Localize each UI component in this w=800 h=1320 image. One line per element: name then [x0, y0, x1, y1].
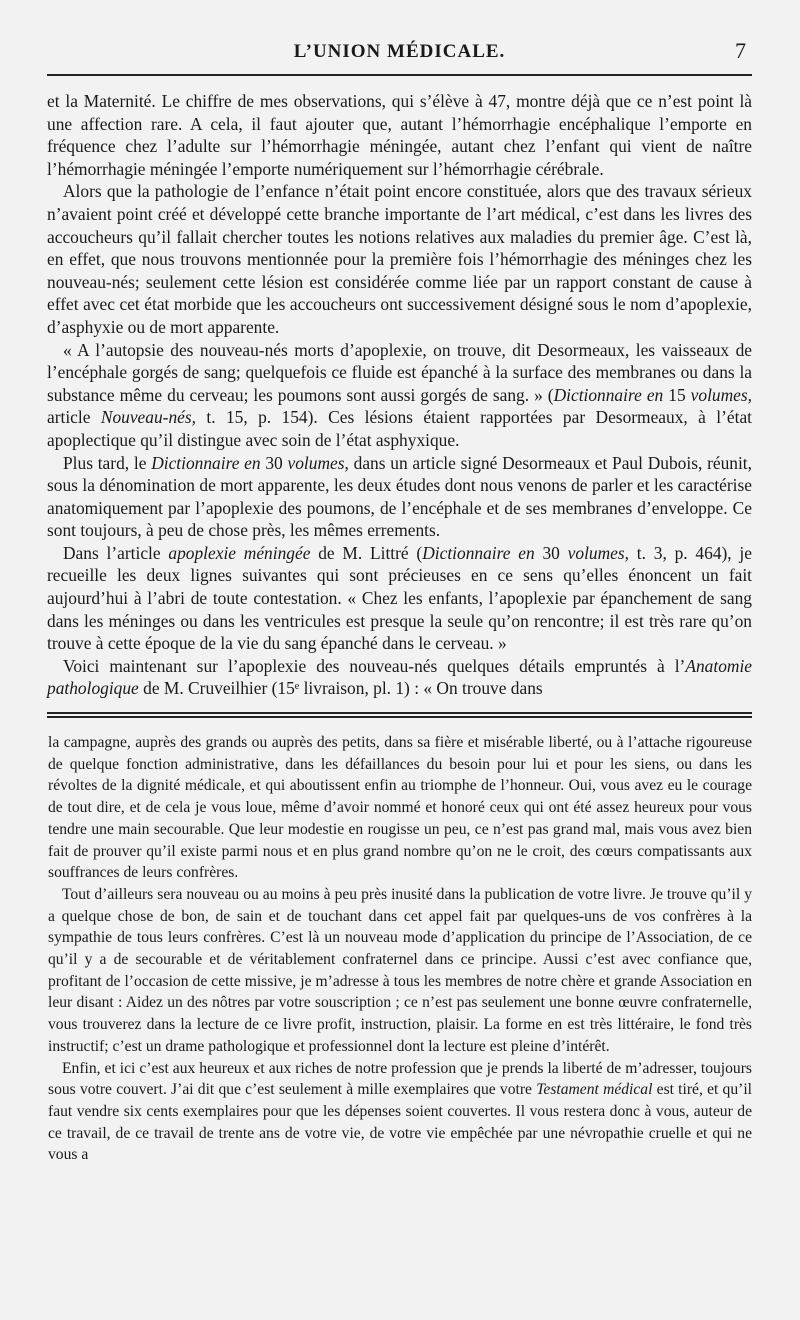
paragraph-2: Alors que la pathologie de l’enfance n’était point encore constituée, alors que des travaux sérieux n’avaient point créé et développé cette branche importante de l’art médical, c’est dans les livres des accoucheurs qu’il fallait chercher toutes les notions relatives aux maladies du premier âge. C’est là, en effet, que nous trouvons mentionnée pour la première fois l’hémorrhagie des méninges chez les nouveau-nés; seulement cette lésion est considérée comme liée par un rapport constant de cause à effet avec cet état morbide que les accoucheurs ont successivement désigné sous le nom d’apoplexie, d’asphyxie ou de mort apparente.	[47, 181, 752, 337]
header-rule	[47, 74, 752, 76]
paragraph-6: Voici maintenant sur l’apoplexie des nouveau-nés quelques détails empruntés à l’Anatomie pathologique de M. Cruveilhier (15ᵉ livraison, pl. 1) : « On trouve dans	[47, 655, 752, 699]
feuilleton-separator	[47, 712, 752, 718]
paragraph-4: Plus tard, le Dictionnaire en 30 volumes, dans un article signé Desormeaux et Paul Dubois, réunit, sous la dénomination de mort apparente, les deux études dont nous venons de parler et les caractérise anatomiquement par l’apoplexie des poumons, de l’encéphale et de ses membranes d’enveloppe. Ce sont toujours, à peu de chose près, les mêmes errements.	[47, 452, 752, 541]
feuilleton-paragraph-3: Enfin, et ici c’est aux heureux et aux riches de notre profession que je prends la liberté de m’adresser, toujours sous votre couvert. J’ai dit que c’est seulement à mille exemplaires que votre Testament médical est tiré, et qu’il faut vendre six cents exemplaires pour que les dépenses soient couvertes. Il vous restera donc à vous, auteur de ce travail, de ce travail de trente ans de votre vie, de votre vie empêchée par une névropathie cruelle et qui ne vous a	[48, 1059, 752, 1164]
paragraph-3: « A l’autopsie des nouveau-nés morts d’apoplexie, on trouve, dit Desormeaux, les vaisseaux de l’encéphale gorgés de sang; quelquefois ce fluide est épanché à la surface des membranes ou dans la substance même du cerveau; les poumons sont aussi gorgés de sang. » (Dictionnaire en 15 volumes, article Nouveau-nés, t. 15, p. 154). Ces lésions étaient rapportées par Desormeaux, à l’état apoplectique qu’il distingue avec soin de l’état asphyxique.	[47, 339, 752, 450]
page-number: 7	[735, 38, 746, 63]
paragraph-1: et la Maternité. Le chiffre de mes observations, qui s’élève à 47, montre déjà que ce n’est point là une affection rare. A cela, il faut ajouter que, autant l’hémorrhagie encéphalique l’emporte en fréquence chez l’adulte sur l’hémorrhagie méningée, autant chez l’enfant qui vient de naître l’hémorrhagie méningée l’emporte numériquement sur l’hémorrhagie cérébrale.	[47, 91, 752, 179]
page-header	[47, 0, 752, 76]
feuilleton-section	[47, 732, 752, 1166]
main-article	[47, 90, 752, 700]
feuilleton-paragraph-2: Tout d’ailleurs sera nouveau ou au moins à peu près inusité dans la publication de votre livre. Je trouve qu’il y a quelque chose de bon, de sain et de touchant dans cet appel fait par quelques-uns de vos confrères à la sympathie de tous leurs confrères. C’est là un nouveau mode d’application du principe de l’Association, de ce qu’il y a de secourable et de véritablement confraternel dans ce principe. Aussi c’est avec confiance que, profitant de l’occasion de cette missive, je m’adresse à tous les membres de notre chère et grande Association en leur disant : Aidez un des nôtres par votre souscription ; ce n’est pas seulement une bonne œuvre confraternelle, vous trouverez dans la lecture de ce livre profit, instruction, plaisir. La forme en est très littéraire, le fond très instructif; c’est un drame pathologique et professionnel dont la lecture est pleine d’intérêt.	[48, 885, 752, 1055]
paragraph-5: Dans l’article apoplexie méningée de M. Littré (Dictionnaire en 30 volumes, t. 3, p. 464), je recueille les deux lignes suivantes qui sont précieuses en ce sens qu’elles énoncent un fait aujourd’hui à l’abri de toute contestation. « Chez les enfants, l’apoplexie par épanchement de sang dans les méninges ou dans les ventricules est presque la seule qu’on rencontre; il est très rare qu’on trouve à cette époque de la vie du sang épanché dans le cerveau. »	[47, 542, 752, 654]
running-title: L’UNION MÉDICALE.	[293, 41, 506, 62]
feuilleton-paragraph-1: la campagne, auprès des grands ou auprès des petits, dans sa fière et misérable liberté, ou à l’attache rigoureuse de quelque fonction administrative, dans les défaillances du besoin pour lui et pour les siens, ou dans les révoltes de la dignité médicale, et qui aboutissent enfin au triomphe de l’honneur. Oui, vous avez eu le courage de tout dire, et de cela je vous loue, même d’avoir nommé et honoré ceux qui ont été assez heureux pour vous tendre une main secourable. Que leur modestie en rougisse un peu, ce n’est pas grand mal, mais vous avez bien fait de prouver qu’il existe parmi nous et en plus grand nombre qu’on ne le croit, des cœurs compatissants aux souffrances de leurs confrères.	[48, 734, 752, 882]
